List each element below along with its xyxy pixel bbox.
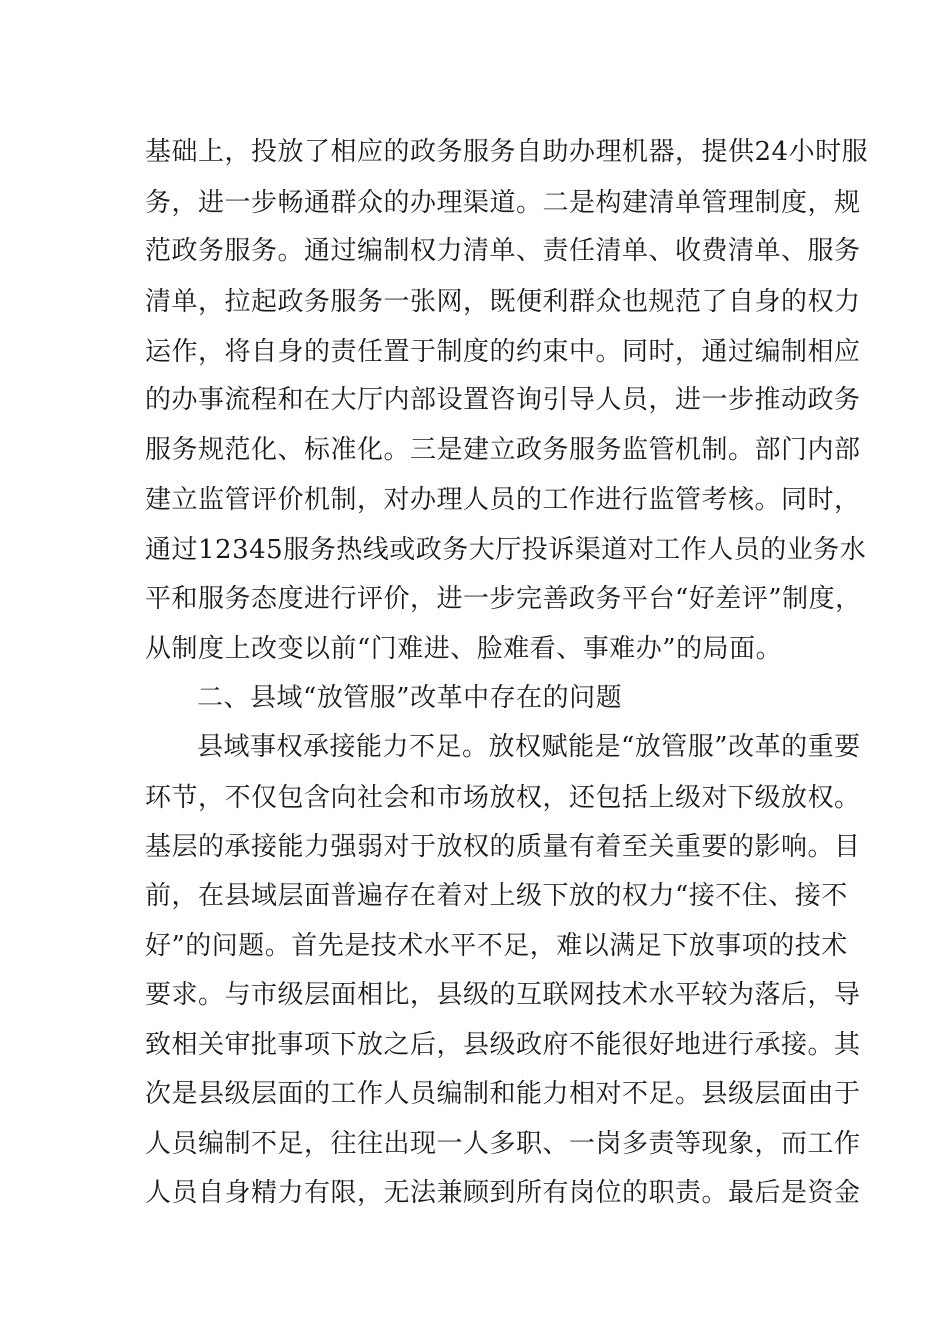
- text-line: 通过12345服务热线或政务大厅投诉渠道对工作人员的业务水: [145, 535, 867, 565]
- text-line: 从制度上改变以前“门难进、脸难看、事难办”的局面。: [145, 634, 783, 664]
- text-line: 要求。与市级层面相比，县级的互联网技术水平较为落后，导: [145, 980, 861, 1010]
- text-line: 务，进一步畅通群众的办理渠道。二是构建清单管理制度，规: [145, 188, 861, 218]
- text-line: 平和服务态度进行评价，进一步完善政务平台“好差评”制度，: [145, 584, 862, 614]
- text-line: 运作，将自身的责任置于制度的约束中。同时，通过编制相应: [145, 337, 861, 367]
- text-line: 服务规范化、标准化。三是建立政务服务监管机制。部门内部: [145, 435, 861, 465]
- text-line: 环节，不仅包含向社会和市场放权，还包括上级对下级放权。: [145, 783, 861, 813]
- text-line: 好”的问题。首先是技术水平不足，难以满足下放事项的技术: [145, 931, 848, 961]
- text-line: 的办事流程和在大厅内部设置咨询引导人员，进一步推动政务: [145, 385, 861, 415]
- text-line: 基层的承接能力强弱对于放权的质量有着至关重要的影响。目: [145, 832, 861, 862]
- text-line: 致相关审批事项下放之后，县级政府不能很好地进行承接。其: [145, 1030, 861, 1060]
- section-heading: 二、县域“放管服”改革中存在的问题: [197, 683, 623, 713]
- text-line: 基础上，投放了相应的政务服务自助办理机器，提供24小时服: [145, 137, 869, 167]
- text-line: 人员编制不足，往往出现一人多职、一岗多责等现象，而工作: [145, 1129, 861, 1159]
- text-line: 人员自身精力有限，无法兼顾到所有岗位的职责。最后是资金: [145, 1178, 861, 1208]
- text-line: 建立监管评价机制，对办理人员的工作进行监管考核。同时，: [145, 485, 861, 515]
- text-line: 范政务服务。通过编制权力清单、责任清单、收费清单、服务: [145, 236, 861, 266]
- text-line: 前，在县域层面普遍存在着对上级下放的权力“接不住、接不: [145, 881, 848, 911]
- text-line: 清单，拉起政务服务一张网，既便利群众也规范了自身的权力: [145, 287, 861, 317]
- text-line: 次是县级层面的工作人员编制和能力相对不足。县级层面由于: [145, 1079, 861, 1109]
- paragraph-first-line: 县域事权承接能力不足。放权赋能是“放管服”改革的重要: [197, 732, 861, 762]
